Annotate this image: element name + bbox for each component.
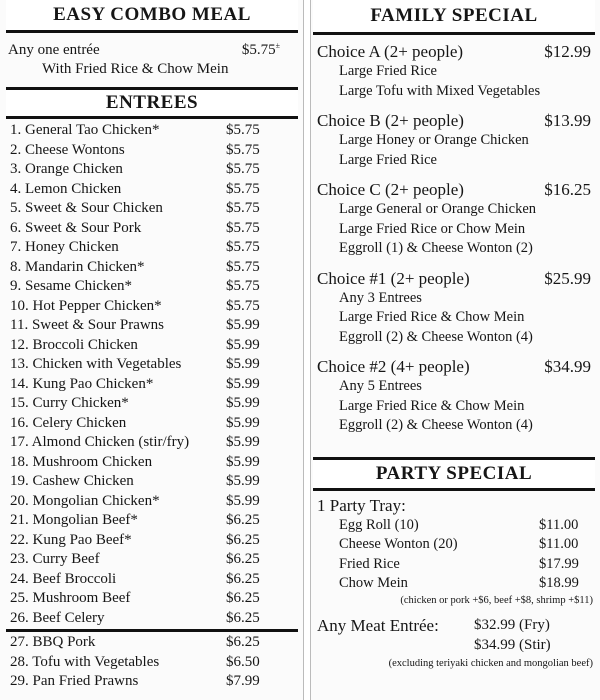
entree-item-name: 28. Tofu with Vegetables: [10, 653, 160, 670]
family-choice-item: Eggroll (2) & Cheese Wonton (4): [339, 328, 533, 345]
entree-item: [6, 589, 298, 609]
entree-item-name: 19. Cashew Chicken: [10, 473, 134, 489]
entree-item: [6, 609, 298, 629]
entree-item-name: 21. Mongolian Beef*: [10, 512, 138, 528]
entree-item: [6, 394, 298, 414]
party-tray-item: [313, 535, 595, 555]
combo-description: With Fried Rice & Chow Mein: [42, 61, 229, 77]
family-choice-price: $25.99: [544, 268, 591, 288]
entree-item-price: $5.75: [226, 180, 260, 197]
family-choice-item: Eggroll (1) & Cheese Wonton (2): [339, 240, 533, 256]
party-tray-item: [313, 516, 595, 536]
party-tray-item: [313, 555, 595, 575]
entree-item-name: 15. Curry Chicken*: [10, 395, 129, 411]
entree-item-price: $5.75: [226, 122, 260, 138]
entree-item-name: 3. Orange Chicken: [10, 161, 123, 177]
entree-item: [6, 141, 298, 161]
entree-item-price: $5.99: [226, 356, 260, 372]
entree-item-name: 25. Mushroom Beef: [10, 590, 131, 606]
family-choice-price: $34.99: [544, 357, 591, 376]
entree-item-price: $5.99: [226, 434, 260, 450]
party-tray-label: 1 Party Tray:: [317, 495, 406, 515]
entree-item: [6, 414, 298, 434]
entree-item: [6, 355, 298, 375]
meat-entree-label: Any Meat Entrée:: [317, 615, 439, 635]
entree-item-name: 1. General Tao Chicken*: [10, 122, 160, 138]
entree-item-name: 16. Celery Chicken: [10, 414, 127, 431]
entree-item: [6, 531, 298, 551]
entree-item-price: $7.99: [226, 673, 260, 689]
combo-section: [6, 33, 298, 87]
entree-item: [6, 633, 298, 653]
entree-item-name: 8. Mandarin Chicken*: [10, 258, 145, 275]
entree-item: [6, 336, 298, 356]
entree-item-price: $6.25: [226, 512, 260, 528]
party-tray-item-name: Chow Mein: [339, 575, 408, 591]
entree-item-price: $5.99: [226, 492, 260, 509]
entree-item-name: 12. Broccoli Chicken: [10, 336, 138, 353]
entree-item: [6, 121, 298, 141]
entree-item-name: 10. Hot Pepper Chicken*: [10, 297, 162, 314]
combo-header: EASY COMBO MEAL: [6, 0, 298, 33]
entree-item-price: $6.50: [226, 653, 260, 670]
entree-item: [6, 672, 298, 692]
meat-stir-price: $34.99 (Stir): [474, 636, 551, 653]
entree-item-name: 22. Kung Pao Beef*: [10, 531, 132, 548]
entree-item-name: 13. Chicken with Vegetables: [10, 356, 182, 372]
party-tray-item-price: $11.00: [539, 536, 579, 552]
family-choice-heading: [313, 268, 595, 289]
family-choice: [313, 41, 595, 101]
entree-item: [6, 297, 298, 317]
family-header: FAMILY SPECIAL: [313, 0, 595, 35]
entree-item-name: 26. Beef Celery: [10, 609, 105, 626]
entree-item-price: $5.75: [226, 161, 260, 177]
entree-item-price: $5.99: [226, 414, 260, 431]
column-divider: [303, 0, 311, 700]
entree-item-price: $5.75: [226, 278, 260, 294]
entree-item-name: 23. Curry Beef: [10, 551, 100, 567]
family-choice-item: Any 5 Entrees: [339, 378, 422, 394]
entree-item: [6, 472, 298, 492]
family-choice-item: Large Fried Rice & Chow Mein: [339, 397, 525, 414]
family-choice: [313, 179, 595, 259]
right-column: [313, 0, 595, 670]
entree-item-name: 11. Sweet & Sour Prawns: [10, 317, 165, 333]
entree-item: [6, 433, 298, 453]
family-list: [313, 35, 595, 436]
family-choice-heading: [313, 41, 595, 62]
entrees-list: [6, 119, 298, 692]
entree-item-price: $5.75: [226, 239, 260, 255]
family-choice-item: Large General or Orange Chicken: [339, 201, 537, 217]
entree-item: [6, 277, 298, 297]
family-choice-item: Large Honey or Orange Chicken: [339, 132, 529, 148]
family-choice-name: Choice #1 (2+ people): [317, 268, 470, 288]
entree-item-price: $5.75: [226, 219, 260, 236]
entree-item-price: $6.25: [226, 634, 260, 650]
entree-item-price: $5.75: [226, 200, 260, 216]
party-tray-item-name: Fried Rice: [339, 555, 400, 572]
family-choice-name: Choice B (2+ people): [317, 111, 464, 130]
entree-item-name: 4. Lemon Chicken: [10, 180, 122, 197]
family-choice-name: Choice A (2+ people): [317, 42, 464, 61]
entree-item-price: $5.99: [226, 317, 260, 333]
entree-item: [6, 316, 298, 336]
entree-item: [6, 219, 298, 239]
entree-item: [6, 453, 298, 473]
family-choice-name: Choice C (2+ people): [317, 180, 464, 199]
family-choice-item: Large Fried Rice & Chow Mein: [339, 309, 525, 325]
family-choice-price: $12.99: [544, 42, 591, 61]
chow-mein-note: (chicken or pork +$6, beef +$8, shrimp +$11): [400, 594, 593, 606]
meat-fry-price: $32.99 (Fry): [474, 616, 550, 633]
entree-item-price: $5.99: [226, 375, 260, 392]
entree-item: [6, 653, 298, 673]
entree-item-name: 20. Mongolian Chicken*: [10, 492, 160, 509]
entree-item-name: 7. Honey Chicken: [10, 239, 119, 255]
family-choice-item: Large Tofu with Mixed Vegetables: [339, 82, 541, 99]
entrees-header: ENTREES: [6, 87, 298, 119]
entree-item-price: $6.25: [226, 609, 260, 626]
meat-note: (excluding teriyaki chicken and mongolian beef): [388, 657, 593, 669]
entree-item-price: $5.75: [226, 141, 260, 158]
entree-item-name: 24. Beef Broccoli: [10, 570, 117, 587]
entree-item-name: 17. Almond Chicken (stir/fry): [10, 434, 190, 450]
family-choice-item: Large Fried Rice: [339, 151, 437, 168]
entree-item-price: $5.99: [226, 395, 260, 411]
left-column: [6, 0, 298, 692]
family-choice-heading: [313, 110, 595, 131]
combo-price: $5.75±: [241, 41, 280, 58]
party-header: PARTY SPECIAL: [313, 457, 595, 491]
entree-item-name: 5. Sweet & Sour Chicken: [10, 200, 163, 216]
entree-item-name: 29. Pan Fried Prawns: [10, 673, 139, 689]
party-tray-item-name: Egg Roll (10): [339, 516, 419, 533]
entree-item: [6, 550, 298, 570]
family-choice-heading: [313, 356, 595, 377]
entree-item: [6, 492, 298, 512]
party-tray-item-price: $11.00: [539, 516, 579, 533]
party-tray-item-name: Cheese Wonton (20): [339, 536, 458, 552]
combo-price-mark: ±: [275, 41, 280, 50]
entree-item-price: $5.99: [226, 453, 260, 470]
family-choice: [313, 268, 595, 348]
entree-item-price: $5.99: [226, 336, 260, 353]
entree-item-name: 18. Mushroom Chicken: [10, 453, 153, 470]
entree-item-price: $5.75: [226, 258, 260, 275]
entree-item: [6, 199, 298, 219]
entree-item-price: $5.99: [226, 473, 260, 489]
entree-item: [6, 238, 298, 258]
entree-item-name: 14. Kung Pao Chicken*: [10, 375, 154, 392]
entree-item-name: 9. Sesame Chicken*: [10, 278, 133, 294]
entree-item-name: 2. Cheese Wontons: [10, 141, 125, 158]
entree-item: [6, 180, 298, 200]
party-tray-item-price: $17.99: [539, 555, 579, 572]
entree-item: [6, 160, 298, 180]
entree-item-price: $5.75: [226, 297, 260, 314]
family-choice-item: Any 3 Entrees: [339, 289, 422, 306]
entree-item: [6, 375, 298, 395]
entree-item-name: 27. BBQ Pork: [10, 634, 96, 650]
party-section: [313, 491, 595, 670]
family-choice-item: Large Fried Rice or Chow Mein: [339, 220, 526, 237]
family-choice-price: $13.99: [544, 111, 591, 130]
entree-item: [6, 258, 298, 278]
family-choice-item: Eggroll (2) & Cheese Wonton (4): [339, 417, 533, 433]
entree-item: [6, 570, 298, 590]
family-choice-heading: [313, 179, 595, 200]
family-choice: [313, 356, 595, 436]
family-choice-item: Large Fried Rice: [339, 63, 437, 79]
family-choice-name: Choice #2 (4+ people): [317, 357, 470, 376]
entree-item-price: $6.25: [226, 551, 260, 567]
entree-item-price: $6.25: [226, 590, 260, 606]
party-tray-item: [313, 574, 595, 594]
entree-item-name: 6. Sweet & Sour Pork: [10, 219, 142, 236]
combo-label: Any one entrée: [8, 42, 100, 58]
family-choice-price: $16.25: [544, 180, 591, 199]
family-choice: [313, 110, 595, 170]
entree-item-price: $6.25: [226, 531, 260, 548]
entree-item-price: $6.25: [226, 570, 260, 587]
entrees-separator: [6, 629, 298, 632]
party-tray-item-price: $18.99: [539, 575, 579, 591]
entree-item: [6, 511, 298, 531]
